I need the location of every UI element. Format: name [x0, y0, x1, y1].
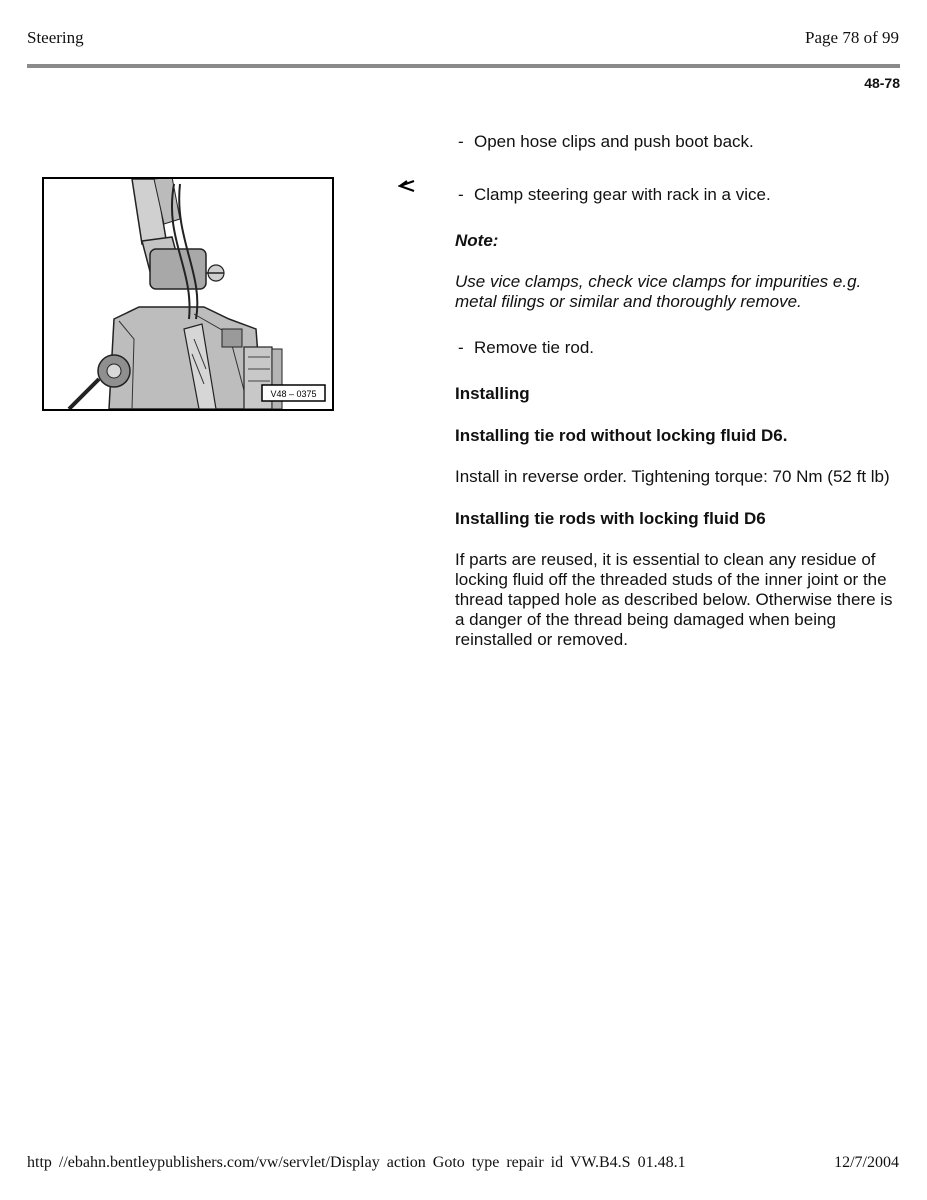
section-number: 48-78 — [864, 75, 900, 91]
figure-label: V48 – 0375 — [270, 389, 317, 399]
bullet-dash: - — [458, 185, 464, 204]
footer-url: http //ebahn.bentleypublishers.com/vw/servlet/Display action Goto type repair id VW.B4.S 01.48.1 — [27, 1154, 686, 1171]
step-open-hose-clips — [455, 132, 895, 152]
bullet-dash: - — [458, 338, 464, 357]
header-title: Steering — [27, 28, 84, 47]
step-text: Open hose clips and push boot back. — [474, 132, 754, 151]
heading-without-locking-fluid: Installing tie rod without locking fluid D6. — [455, 426, 788, 445]
footer-date: 12/7/2004 — [834, 1154, 899, 1171]
step-text: Clamp steering gear with rack in a vice. — [474, 185, 771, 204]
illustration-drawing — [44, 179, 332, 409]
header-divider — [27, 64, 900, 68]
arrow-pointer-icon — [398, 178, 416, 194]
bullet-dash: - — [458, 132, 464, 151]
install-instructions: Install in reverse order. Tightening torque: 70 Nm (52 ft lb) — [455, 467, 890, 486]
steering-gear-illustration — [42, 177, 334, 411]
step-remove-tie-rod — [455, 338, 895, 358]
note-text: Use vice clamps, check vice clamps for impurities e.g. metal filings or similar and thoroughly remove. — [455, 272, 862, 311]
step-clamp-steering-gear — [455, 185, 895, 205]
heading-with-locking-fluid: Installing tie rods with locking fluid D6 — [455, 509, 766, 528]
instructions-column — [455, 132, 895, 650]
step-text: Remove tie rod. — [474, 338, 594, 357]
page-indicator: Page 78 of 99 — [805, 28, 899, 47]
reuse-warning-text: If parts are reused, it is essential to clean any residue of locking fluid off the threaded studs of the inner joint or the thread tapped hole as described below. Otherwise there is a danger of the thread being damaged when being reinstalled or removed. — [455, 550, 893, 649]
heading-installing: Installing — [455, 384, 530, 403]
note-label: Note: — [455, 231, 499, 250]
